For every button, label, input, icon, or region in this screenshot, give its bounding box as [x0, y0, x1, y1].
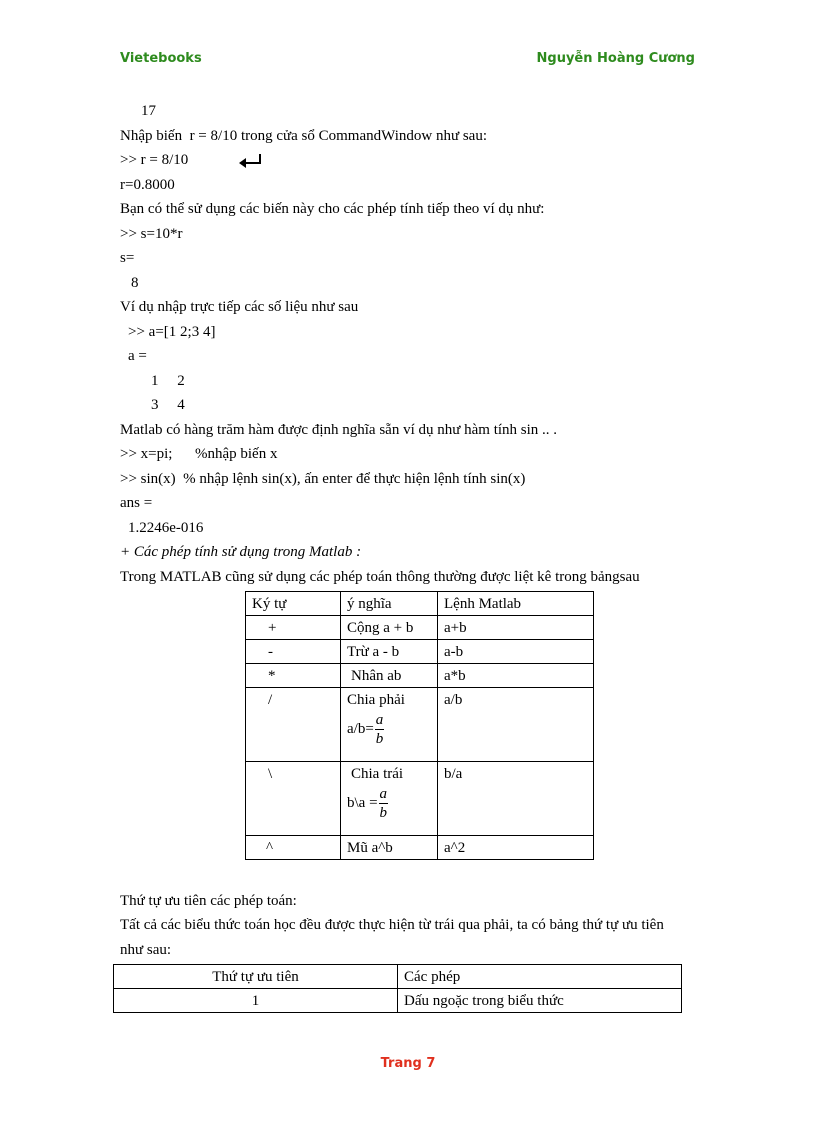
denominator: b [379, 805, 388, 821]
text-line: Thứ tự ưu tiên các phép toán: [120, 893, 297, 909]
command-cell: a+b [438, 616, 594, 640]
formula-prefix: b\a = [347, 794, 378, 811]
meaning-cell [341, 762, 438, 836]
meaning-cell: Trừ a - b [341, 640, 438, 664]
code-line: >> s=10*r [120, 226, 183, 242]
meaning-cell: Nhân ab [341, 664, 438, 688]
meaning-cell: Mũ a^b [341, 836, 438, 860]
text-line: 1.2246e-016 [128, 520, 204, 536]
text-line: Nhập biến r = 8/10 trong cửa sổ CommandWindow như sau: [120, 128, 487, 144]
text-line: 8 [131, 275, 139, 291]
table-row [246, 836, 594, 860]
text-line: r=0.8000 [120, 177, 175, 193]
page-number: Trang 7 [380, 1056, 436, 1071]
table-row [114, 989, 682, 1013]
command-cell: a*b [438, 664, 594, 688]
order-cell: 1 [114, 989, 398, 1013]
meaning-cell [341, 688, 438, 762]
table-row [246, 762, 594, 836]
text-line: Trong MATLAB cũng sử dụng các phép toán thông thường được liệt kê trong bảngsau [120, 569, 640, 585]
table-header-row [246, 592, 594, 616]
table-header: Ký tự [246, 592, 341, 616]
command-cell: b/a [438, 762, 594, 836]
table-header: Lệnh Matlab [438, 592, 594, 616]
text-line: Bạn có thể sử dụng các biến này cho các phép tính tiếp theo ví dụ như: [120, 201, 545, 217]
meaning-text: Chia trái [351, 766, 404, 782]
text-line: ans = [120, 495, 153, 511]
text-line: Matlab có hàng trăm hàm được định nghĩa sẵn ví dụ như hàm tính sin .. . [120, 422, 558, 438]
operators-table [245, 591, 594, 860]
code-line: >> r = 8/10 [120, 152, 189, 168]
division-formula [347, 785, 431, 822]
table-row [246, 616, 594, 640]
table-header: Thứ tự ưu tiên [114, 965, 398, 989]
table-row [246, 640, 594, 664]
command-cell: a/b [438, 688, 594, 762]
numerator: a [375, 712, 384, 728]
header-right: Nguyễn Hoàng Cương [536, 51, 695, 66]
command-cell: a-b [438, 640, 594, 664]
table-row [246, 664, 594, 688]
table-row [246, 688, 594, 762]
text-line: như sau: [120, 942, 172, 958]
numerator: a [379, 786, 388, 802]
table-header: ý nghĩa [341, 592, 438, 616]
code-line: >> a=[1 2;3 4] [128, 324, 216, 340]
text-line: Tất cả các biểu thức toán học đều được thực hiện từ trái qua phải, ta có bảng thứ tự ưu tiên [120, 917, 664, 933]
section-heading: + Các phép tính sử dụng trong Matlab : [120, 544, 362, 560]
symbol-cell: + [246, 616, 341, 640]
symbol-cell: / [246, 688, 341, 762]
enter-key-icon [239, 153, 263, 169]
header-left: Vietebooks [120, 51, 202, 66]
table-header: Các phép [398, 965, 682, 989]
matrix-row: 3 4 [151, 397, 185, 413]
symbol-cell: - [246, 640, 341, 664]
symbol-cell: \ [246, 762, 341, 836]
division-formula [347, 711, 431, 748]
priority-table [113, 964, 682, 1013]
table-header-row [114, 965, 682, 989]
operation-cell: Dấu ngoặc trong biểu thức [398, 989, 682, 1013]
fraction [379, 785, 389, 822]
fraction [375, 711, 385, 748]
code-line: >> sin(x) % nhập lệnh sin(x), ấn enter để thực hiện lệnh tính sin(x) [120, 471, 526, 487]
text-line: Ví dụ nhập trực tiếp các số liệu như sau [120, 299, 359, 315]
matrix-row: 1 2 [151, 373, 185, 389]
symbol-cell: * [246, 664, 341, 688]
meaning-cell: Cộng a + b [341, 616, 438, 640]
text-line: 17 [141, 103, 156, 119]
symbol-cell: ^ [246, 836, 341, 860]
code-line: >> x=pi; %nhập biến x [120, 446, 278, 462]
formula-prefix: a/b= [347, 720, 374, 737]
text-line: s= [120, 250, 135, 266]
denominator: b [375, 731, 384, 747]
command-cell: a^2 [438, 836, 594, 860]
text-line: a = [128, 348, 147, 364]
meaning-text: Chia phải [347, 692, 405, 708]
